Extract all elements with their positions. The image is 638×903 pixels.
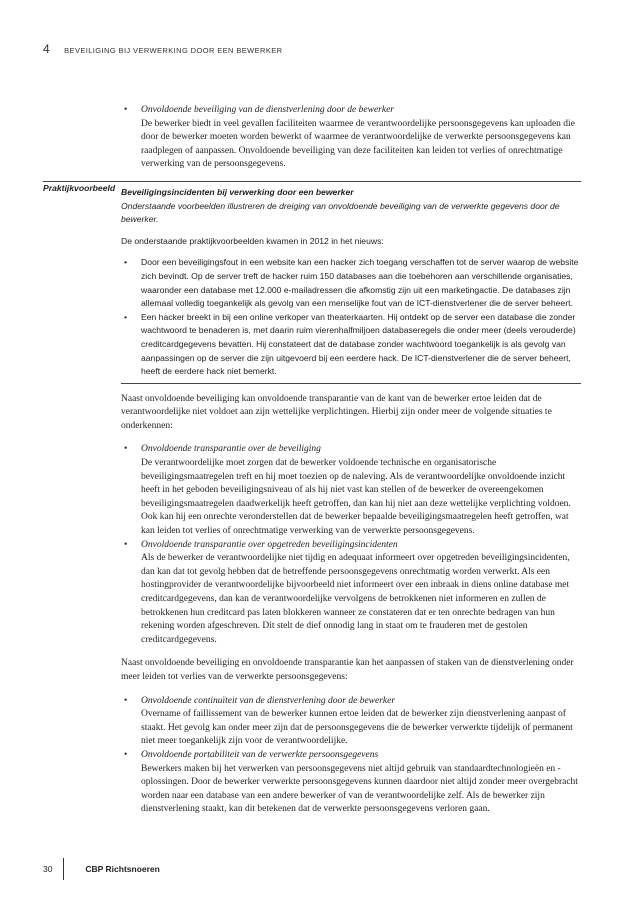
example-lead: De onderstaande praktijkvoorbeelden kwamen in 2012 in het nieuws: (121, 235, 384, 246)
list-item (121, 695, 581, 749)
bullet-title: • Onvoldoende portabiliteit van de verwerkte persoonsgegevens (141, 749, 379, 760)
running-header (43, 40, 282, 58)
list-item (121, 443, 581, 538)
list-item: • Door een beveiligingsfout in een website kan een hacker zich toegang verschaffen tot de server waarop de website zich bevindt. Op de server treft de hacker ruim 150 databases aan die toebehoren aan verschillende organisaties, waaronder een database met 12.000 e-mailadressen die afkomstig zijn uit een marketingactie. De databases zijn allemaal volledig toegankelijk als gevolg van een menselijke fout van de ICT-dienstverlener die de server beheert. (121, 256, 581, 310)
example-list (121, 256, 581, 378)
bullet-text: De bewerker biedt in veel gevallen faciliteiten waarmee de verantwoordelijke persoonsgegevens kan uploaden die door de bewerker moeten worden bewerkt of waarmee de verantwoordelijke de verwerkte persoonsgegevens kan raadplegen of aanpassen. Onvoldoende beveiliging van deze faciliteiten kan leiden tot verlies of onrechtmatige verwerking van de persoonsgegevens. (141, 118, 575, 170)
list-item (121, 539, 581, 648)
page-footer (43, 864, 160, 874)
list-item: • Een hacker breekt in bij een online verkoper van theaterkaarten. Hij ontdekt op de server een database die zonder wachtwoord te benaderen is, met daarin ruim vierenhalfmiljoen databaseregels die onder meer (deels verouderde) creditcardgegevens bevatten. Hij constateert dat de database zonder wachtwoord toegankelijk is als gevolg van aanpassingen op de server die zijn uitgevoerd bij een eerdere hack. De ICT-dienstverlener die de server beheert, heeft de eerdere hack niet bemerkt. (121, 311, 581, 379)
practice-example-box (121, 186, 581, 379)
bullet-title: • Onvoldoende beveiliging van de dienstverlening door de bewerker (141, 105, 394, 115)
bullet-title: • Onvoldoende transparantie over de beveiliging (141, 444, 321, 455)
paragraph-transparency: Naast onvoldoende beveiliging kan onvoldoende transparantie van de kant van de bewerker ertoe leiden dat de verantwoordelijke niet voldoet aan zijn wettelijke verplichtingen. Hierbij zijn onder meer de volgende situaties te onderkennen: (121, 393, 552, 431)
bullet-text: De verantwoordelijke moet zorgen dat de bewerker voldoende technische en organisatorische beveiligingsmaatregelen treft en hij moet toezien op de naleving. Als de verantwoordelijke onvoldoende inzicht heeft in het geboden beveiligingsniveau of als hij niet vast kan stellen of de bewerker de overeengekomen beveiligingsmaatregelen daadwerkelijk heeft getroffen, dan kan hij niet aan deze wettelijke verplichting voldoen. Ook kan hij een onrechte veronderstellen dat de bewerker bepaalde beveiligingsmaatregelen heeft getroffen, wat kan leiden tot verlies of onrechtmatige verwerking van de verwerkte persoonsgegevens. (141, 458, 571, 537)
list-item (121, 749, 581, 817)
bullet-title: • Onvoldoende continuïteit van de dienstverlening door de bewerker (141, 695, 396, 706)
example-side-label: Praktijkvoorbeeld (43, 183, 116, 193)
bullet-text: Als de bewerker de verantwoordelijke niet tijdig en adequaat informeert over opgetreden beveiligingsincidenten, dan kan dat tot gevolg hebben dat de betreffende persoonsgegevens onrechtmatig worden verwerkt. Als een hostingprovider de verantwoordelijke bijvoorbeeld niet informeert over een inbraak in diens online database met creditcardgegevens, dan kan de verantwoordelijke vervolgens de betrokkenen niet informeren en zullen de betrokkenen hun creditcard pas laten blokkeren wanneer ze constateren dat er ten onrechte bedragen van hun rekening worden afgeschreven. Dit stelt de dief onnodig lang in staat om te frauderen met de gestolen creditcardgegevens. (141, 553, 570, 645)
main-content (121, 104, 581, 817)
example-title: Beveiligingsincidenten bij verwerking door een bewerker (121, 186, 354, 197)
bullet-text: Bewerkers maken bij het verwerken van persoonsgegevens niet altijd gebruik van standaardtechnologieën en -oplossingen. Door de bewerker verwerkte persoonsgegevens kunnen daardoor niet altijd zonder meer overgebracht worden naar een database van een andere bewerker of van de verantwoordelijke zelf. Als de bewerker zijn dienstverlening staakt, kan dit betekenen dat de verwerkte persoonsgegevens verloren gaan. (141, 763, 578, 815)
example-bottom-rule (121, 383, 581, 384)
chapter-number: 4 (43, 42, 50, 56)
list-item (121, 104, 581, 172)
bullet-title: • Onvoldoende transparantie over opgetreden beveiligingsincidenten (141, 539, 398, 550)
side-label-rule (43, 181, 129, 182)
paragraph-continuity: Naast onvoldoende beveiliging en onvoldoende transparantie kan het aanpassen of staken van de dienstverlening onder meer leiden tot verlies van de verwerkte persoonsgegevens: (121, 658, 574, 682)
chapter-title: BEVEILIGING BIJ VERWERKING DOOR EEN BEWERKER (64, 46, 283, 55)
footer-title: CBP Richtsnoeren (85, 864, 160, 874)
page-number: 30 (43, 864, 53, 874)
continuity-bullet-list (121, 695, 581, 817)
intro-bullet-list (121, 104, 581, 172)
footer-separator (63, 858, 64, 880)
example-intro: Onderstaande voorbeelden illustreren de dreiging van onvoldoende beveiliging van de verwerkte gegevens door de bewerker. (121, 200, 560, 225)
bullet-text: Overname of faillissement van de bewerker kunnen ertoe leiden dat de bewerker zijn dienstverlening aanpast of staakt. Het gevolg kan onder meer zijn dat de persoonsgegevens die de bewerker verwerkte tijdelijk of permanent niet meer toegankelijk zijn voor de verantwoordelijke. (141, 709, 573, 747)
transparency-bullet-list (121, 443, 581, 647)
